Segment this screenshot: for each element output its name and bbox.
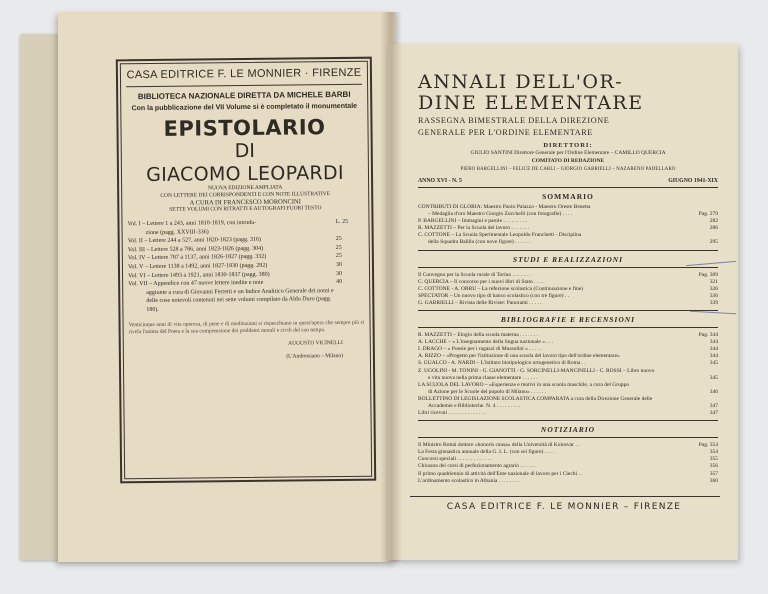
edition-note-2: CON LETTERE DEI CORRISPONDENTI E CON NOTE ILLUSTRATIVE: [160, 191, 331, 199]
list-item: Libri ricevuti . . . . . . . . . . . . . . 347: [418, 410, 718, 417]
journal-title-line2: DINE ELEMENTARE: [418, 92, 644, 114]
book-title-di: DI: [234, 139, 255, 163]
committee-label: COMITATO DI REDAZIONE: [531, 158, 605, 164]
directors-label: DIRETTORI:: [543, 142, 593, 149]
biblio-list: [418, 332, 718, 417]
list-item: SPECTATOR – Un nuovo tipo di banco scolastico (con tre figure) . . 336: [418, 292, 718, 299]
volumes-note: SETTE VOLUMI CON RITRATTI E AUTOGRAFI FUORI TESTO: [169, 205, 322, 213]
news-list: [418, 442, 718, 485]
biblio-heading: BIBLIOGRAFIE E RECENSIONI: [500, 315, 636, 325]
list-item: La Festa ginnastica annuale della G. I. L. (con sei figure) . . . . 354: [418, 449, 718, 456]
list-item: BOLLETTINO DI LEGISLAZIONE SCOLASTICA COMPARATA a cura della Direzione Generale delle: [418, 395, 653, 402]
list-item: CONTRIBUTI DI GLORIA: Maestro Paolo Palazzo - Maestro Oreste Benetta: [418, 204, 591, 210]
issue-date: GIUGNO 1941-XIX: [668, 178, 718, 184]
summary-list: [418, 204, 718, 247]
volume-row: Vol. III – Lettere 528 a 786, anni 1823-1826 (pagg. 304) 25: [127, 244, 342, 254]
list-item: Concorsi speciali . . . . . . . . . . . . . 355: [418, 456, 718, 463]
volume-7-note: aggiunte a cura di Giovanni Ferretti e un Indice Analitico Generale dei nomi e delle cose notevoli contenuti nei sette volumi compilato da Aldo Duro (pagg. 180).: [146, 287, 334, 313]
volume-row: Vol. VI – Lettere 1493 a 1921, anni 1830-1837 (pagg. 380) 30: [128, 270, 343, 279]
book-gutter: [380, 12, 402, 562]
book-author: GIACOMO LEOPARDI: [146, 161, 344, 187]
advertisement-frame: [116, 57, 376, 484]
volume-row: Vol. IV – Lettere 787 a 1137, anni 1826-1827 (pagg. 332) 25: [127, 253, 342, 262]
list-item: C. COTTONE - A. ORRU – La refezione scolastica (Continuazione e fine) 326: [418, 285, 718, 292]
directors-names: GIULIO SANTINI Direttore Generale per l'Ordine Elementare – CAMILLO QUERCIA: [470, 150, 666, 156]
list-item: della Squadra Balilla (con nove figure) . . . . . . 295: [428, 239, 718, 246]
journal-contents: [418, 72, 718, 485]
committee-names: PIERO BARGELLINI – FELICE DE CARLI – GIORGIO GABRIELLI – NAZARENO PADELLARO: [460, 167, 676, 172]
editor-note: A CURA DI FRANCESCO MORONCINI: [189, 198, 301, 207]
edition-note: NUOVA EDIZIONE AMPLIATA: [207, 184, 283, 192]
reviewer-name: AUGUSTO VICINELLI: [288, 339, 343, 347]
review-quote: Venticinque anni di vita operosa, di pene e di meditazioni si rispecchiano in quest'opera che sempre più ci rivela l'anima del Poeta e la sua comprensione dei problemi morali e civili del suo tempo.: [128, 319, 365, 335]
publisher-footer: CASA EDITRICE F. LE MONNIER – FIRENZE: [446, 502, 682, 512]
list-item: R. MAZZETTI – Per la Scuola del lavoro . . . . . . . 286: [418, 225, 718, 232]
list-item: C. COTTONE – La Scuola Sperimentale Leopoldo Franchetti - Disciplina: [418, 232, 582, 239]
list-item: A. RIZZO – «Progetto per l'istituzione di una scuola del lavoro tipo dell'ordine elementare» 344: [418, 353, 718, 360]
journal-subtitle-line1: RASSEGNA BIMESTRALE DELLA DIREZIONE: [418, 116, 610, 125]
list-item: Il Ministro Bottai dottore «honoris causa» della Università di Kolosvar . . Pag. 354: [418, 442, 718, 449]
volume-row: Vol. V – Lettere 1138 a 1492, anni 1827-1830 (pagg. 292) 30: [127, 261, 342, 271]
list-item: P. BARGELLINI – Immagini e parole . . . . . . . . . 282: [418, 218, 718, 225]
list-item: Z. UGOLINI - M. TONINI - G. GIANOTTI - G. SORCINELLI-MANCINELLI - C. ROSSI – Libro nuovo: [418, 367, 655, 374]
library-series: BIBLIOTECA NAZIONALE DIRETTA DA MICHELE BARBI: [137, 89, 351, 102]
journal-title-line1: ANNALI DELL'OR-: [418, 71, 624, 93]
reviewer-source: (L'Ambrosiano – Milano): [286, 352, 343, 360]
list-item: S. GUALCO - A. NARDI – L'Istituto biotipologico ortogenetico di Roma . . 345: [418, 360, 718, 367]
volume-row: zione (pagg. XXVIII-336): [145, 228, 209, 236]
list-item: Chiusura dei corsi di perfezionamento agrario . . . . . . 356: [418, 463, 718, 470]
announcement: Con la pubblicazione del VII Volume si è completato il monumentale: [131, 102, 358, 113]
volume-row: Vol. I – Lettere 1 a 243, anni 1810-1819, con introdu- L. 25: [127, 218, 349, 228]
volume-row: Vol. VII – Appendice con 47 nuove lettere inedite e note 40: [128, 279, 343, 288]
book-title: EPISTOLARIO: [163, 115, 326, 141]
list-item: LA SCUOLA DEL LAVORO – «Esperienze e motivi in una scuola maschile, a cura del Gruppo: [418, 381, 630, 388]
list-item: di Azione per le Scuole del popolo di Milano» . . . . . . 346: [428, 388, 718, 395]
issue-info: [418, 178, 718, 184]
list-item: C. QUERCIA – Il concorso per i nuovi libri di Stato . . . . 321: [418, 278, 718, 285]
list-item: Il Convegno per la Scuola rurale di Torino . . . . . . . Pag. 309: [418, 271, 718, 278]
issue-number: ANNO XVI - N. 5: [418, 178, 462, 184]
list-item: R. MAZZETTI – Elogio della scuola materna . . . . . . . Pag. 344: [418, 332, 718, 339]
studies-heading: STUDI E REALIZZAZIONI: [512, 254, 624, 264]
volume-row: Vol. II – Lettere 244 a 527, anni 1820-1823 (pagg. 316) 25: [127, 236, 342, 245]
list-item: Il primo quadriennio di attività dell'Ente nazionale di lavoro per i Ciechi . . 357: [418, 470, 718, 477]
list-item: I. DRAGO – « Poesie per i ragazzi di Mussolini » . . . . . 344: [418, 346, 718, 353]
summary-heading: SOMMARIO: [542, 192, 594, 201]
news-heading: NOTIZIARIO: [540, 425, 596, 435]
journal-subtitle-line2: GENERALE PER L'ORDINE ELEMENTARE: [418, 128, 593, 137]
studies-list: [418, 272, 718, 307]
list-item: – Medaglia d'oro Maestro Giorgio Zucchelli (con fotografie) . . . . Pag. 279: [428, 211, 718, 218]
list-item: Accademie e Biblioteche. N. 4 . . . . . . . . . 347: [428, 402, 718, 409]
list-item: A. LACCHE – « L'insegnamento della lingua nazionale » . . . 344: [418, 339, 718, 346]
list-item: G. GABRIELLI – Rivista delle Riviste: Panorami . . . . . 339: [418, 299, 718, 306]
list-item: e vita nuova nella prima classe elementare . . . . . . 345: [428, 374, 718, 381]
publisher-header: CASA EDITRICE F. LE MONNIER · FIRENZE: [126, 66, 362, 82]
list-item: L'ordinamento scolastico in Albania . . . . . . . . 360: [418, 477, 718, 484]
volume-list: [127, 218, 364, 315]
